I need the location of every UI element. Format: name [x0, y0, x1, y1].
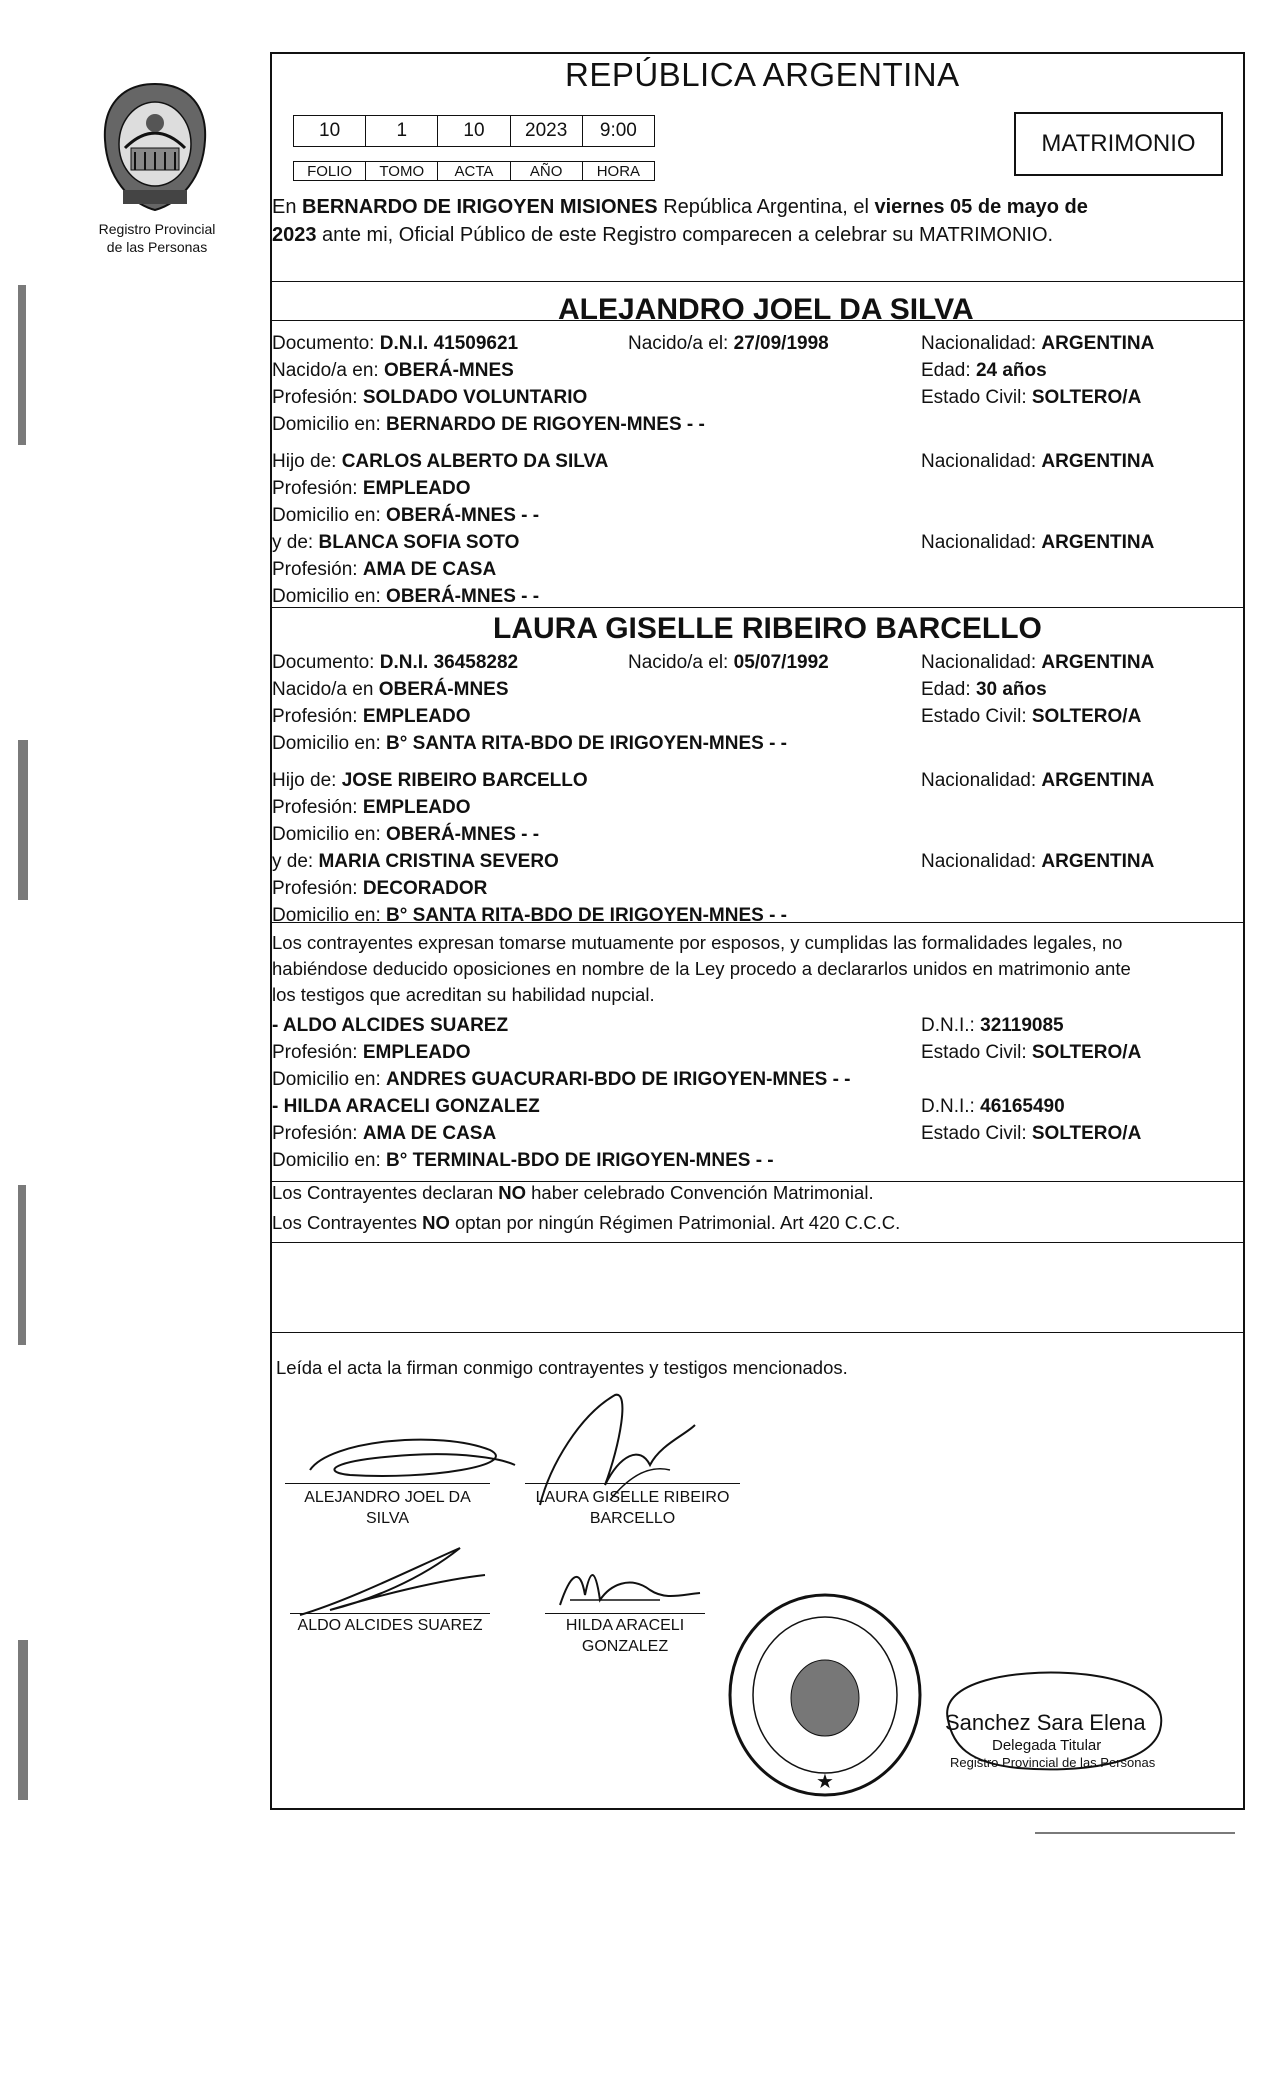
- label: D.N.I.:: [921, 1096, 981, 1117]
- value: SOLTERO/A: [1031, 706, 1142, 727]
- intro-line-2: [272, 224, 1053, 246]
- value: 46165490: [980, 1096, 1065, 1117]
- value: OBERÁ-MNES - -: [386, 824, 540, 845]
- label: Profesión:: [272, 478, 363, 499]
- groom-mother-nationality: [921, 532, 1154, 554]
- declaration-line-2: habiéndose deducido oposiciones en nombre de la Ley procedo a declararlos unidos en matrimonio ante: [272, 958, 1131, 979]
- value: SOLTERO/A: [1031, 387, 1142, 408]
- label: Estado Civil:: [921, 706, 1032, 727]
- groom-address: [272, 414, 705, 436]
- witness-2-dni: [921, 1096, 1065, 1118]
- record-labels-table: [293, 161, 655, 181]
- value: DECORADOR: [362, 878, 488, 899]
- value: OBERÁ-MNES: [383, 360, 514, 381]
- bride-age: [921, 679, 1047, 701]
- value: ARGENTINA: [1041, 532, 1155, 553]
- bride-father-nationality: [921, 770, 1154, 792]
- label: y de:: [272, 532, 319, 553]
- label: Profesión:: [272, 1042, 363, 1063]
- value: OBERÁ-MNES: [378, 679, 509, 700]
- label: Estado Civil:: [921, 1042, 1032, 1063]
- acta-value: 10: [438, 116, 510, 147]
- folio-value: 10: [294, 116, 366, 147]
- label: Domicilio en:: [272, 1069, 387, 1090]
- signature-groom: [290, 1420, 530, 1490]
- official-org: Registro Provincial de las Personas: [950, 1755, 1156, 1770]
- witness-2-civil-status: [921, 1123, 1141, 1145]
- signature-label-groom-2: SILVA: [366, 1510, 409, 1527]
- value: SOLTERO/A: [1031, 1042, 1142, 1063]
- official-name: Sanchez Sara Elena: [945, 1710, 1146, 1735]
- value: B° SANTA RITA-BDO DE IRIGOYEN-MNES - -: [386, 905, 788, 926]
- groom-age: [921, 360, 1047, 382]
- groom-father: [272, 451, 608, 473]
- value: ARGENTINA: [1041, 333, 1155, 354]
- groom-document: [272, 333, 518, 355]
- emphasis: NO: [498, 1182, 526, 1203]
- label: Profesión:: [272, 1123, 363, 1144]
- witness-1-dni: [921, 1015, 1064, 1037]
- value: CARLOS ALBERTO DA SILVA: [341, 451, 609, 472]
- value: ARGENTINA: [1041, 851, 1155, 872]
- label: Documento:: [272, 333, 380, 354]
- signature-label-bride-2: BARCELLO: [589, 1510, 676, 1527]
- hora-label: HORA: [582, 162, 654, 181]
- logo-caption-1: Registro Provincial: [98, 221, 216, 237]
- value: AMA DE CASA: [362, 559, 497, 580]
- label: Edad:: [921, 679, 976, 700]
- value: SOLTERO/A: [1031, 1123, 1142, 1144]
- value: 27/09/1998: [733, 333, 829, 354]
- document-type-box: MATRIMONIO: [1014, 112, 1223, 176]
- witness-2-name: - HILDA ARACELI GONZALEZ: [272, 1096, 540, 1117]
- intro-date: viernes 05 de mayo de: [874, 196, 1088, 218]
- label: Nacido/a en:: [272, 360, 384, 381]
- value: BERNARDO DE RIGOYEN-MNES - -: [386, 414, 705, 435]
- value: 30 años: [975, 679, 1047, 700]
- label: Estado Civil:: [921, 387, 1032, 408]
- groom-born-in: [272, 360, 514, 382]
- signature-label-witness-2-1: HILDA ARACELI: [565, 1617, 685, 1634]
- value: ARGENTINA: [1041, 770, 1155, 791]
- label: Nacionalidad:: [921, 770, 1042, 791]
- value: B° TERMINAL-BDO DE IRIGOYEN-MNES - -: [386, 1150, 774, 1171]
- signature-line-groom: [285, 1483, 490, 1484]
- bride-address: [272, 733, 787, 755]
- bride-nationality: [921, 652, 1154, 674]
- intro-line-1: [272, 196, 1088, 218]
- label: Nacido/a el:: [628, 333, 734, 354]
- folio-label: FOLIO: [294, 162, 366, 181]
- groom-mother-address: [272, 586, 539, 608]
- bride-mother-nationality: [921, 851, 1154, 873]
- anio-label: AÑO: [510, 162, 582, 181]
- value: 24 años: [975, 360, 1047, 381]
- bride-mother: [272, 851, 559, 873]
- anio-value: 2023: [510, 116, 582, 147]
- text: Los Contrayentes: [272, 1212, 423, 1233]
- value: AMA DE CASA: [362, 1123, 497, 1144]
- signature-label-groom-1: ALEJANDRO JOEL DA: [304, 1489, 471, 1506]
- text: Los Contrayentes declaran: [272, 1182, 499, 1203]
- official-role: Delegada Titular: [992, 1737, 1102, 1754]
- bride-father: [272, 770, 588, 792]
- label: Nacionalidad:: [921, 652, 1042, 673]
- groom-mother: [272, 532, 519, 554]
- text: optan por ningún Régimen Patrimonial. Art 420 C.C.C.: [449, 1212, 901, 1233]
- label: Profesión:: [272, 387, 363, 408]
- scan-mark: [18, 740, 28, 900]
- intro-text: En: [272, 196, 303, 218]
- label: Estado Civil:: [921, 1123, 1032, 1144]
- label: Profesión:: [272, 878, 363, 899]
- declaration-line-3: los testigos que acreditan su habilidad nupcial.: [272, 984, 655, 1005]
- bride-born-on: [628, 652, 829, 674]
- signature-label-witness-1: ALDO ALCIDES SUAREZ: [297, 1617, 483, 1634]
- official-seal: [725, 1590, 925, 1800]
- label: Hijo de:: [272, 451, 342, 472]
- value: EMPLEADO: [362, 706, 471, 727]
- label: Nacionalidad:: [921, 851, 1042, 872]
- declaration-line-1: Los contrayentes expresan tomarse mutuamente por esposos, y cumplidas las formalidades legales, no: [272, 932, 1123, 953]
- label: Nacionalidad:: [921, 451, 1042, 472]
- value: SOLDADO VOLUNTARIO: [362, 387, 588, 408]
- label: Nacido/a el:: [628, 652, 734, 673]
- label: Nacionalidad:: [921, 532, 1042, 553]
- label: Domicilio en:: [272, 1150, 387, 1171]
- groom-civil-status: [921, 387, 1141, 409]
- signature-witness-1: [290, 1540, 490, 1620]
- convention-line-1: [272, 1182, 874, 1204]
- intro-year: 2023: [272, 224, 317, 246]
- label: Domicilio en:: [272, 586, 387, 607]
- signature-line-witness-1: [290, 1613, 490, 1614]
- value: MARIA CRISTINA SEVERO: [318, 851, 559, 872]
- bride-father-address: [272, 824, 539, 846]
- scan-mark: [1035, 1832, 1235, 1834]
- label: Domicilio en:: [272, 824, 387, 845]
- witness-2-address: [272, 1150, 774, 1172]
- text: haber celebrado Convención Matrimonial.: [526, 1182, 874, 1203]
- value: 05/07/1992: [733, 652, 829, 673]
- intro-place: BERNARDO DE IRIGOYEN MISIONES: [302, 196, 658, 218]
- tomo-label: TOMO: [366, 162, 438, 181]
- value: OBERÁ-MNES - -: [386, 505, 540, 526]
- groom-mother-profession: [272, 559, 496, 581]
- bride-mother-profession: [272, 878, 487, 900]
- groom-name: ALEJANDRO JOEL DA SILVA: [558, 293, 974, 326]
- closing-statement: Leída el acta la firman conmigo contrayentes y testigos mencionados.: [276, 1357, 848, 1378]
- hora-value: 9:00: [582, 116, 654, 147]
- value: EMPLEADO: [362, 797, 471, 818]
- value: EMPLEADO: [362, 1042, 471, 1063]
- scan-mark: [18, 285, 26, 445]
- bride-name: LAURA GISELLE RIBEIRO BARCELLO: [493, 612, 1042, 645]
- emphasis: NO: [422, 1212, 450, 1233]
- bride-civil-status: [921, 706, 1141, 728]
- label: Profesión:: [272, 559, 363, 580]
- label: y de:: [272, 851, 319, 872]
- value: ARGENTINA: [1041, 451, 1155, 472]
- value: EMPLEADO: [362, 478, 471, 499]
- label: Nacionalidad:: [921, 333, 1042, 354]
- bride-profession: [272, 706, 471, 728]
- label: Domicilio en:: [272, 905, 387, 926]
- intro-text: ante mi, Oficial Público de este Registro comparecen a celebrar su MATRIMONIO.: [316, 224, 1054, 246]
- label: Documento:: [272, 652, 380, 673]
- value: JOSE RIBEIRO BARCELLO: [341, 770, 588, 791]
- tomo-value: 1: [366, 116, 438, 147]
- groom-father-nationality: [921, 451, 1154, 473]
- value: OBERÁ-MNES - -: [386, 586, 540, 607]
- svg-text:★: ★: [816, 1769, 834, 1793]
- value: D.N.I. 36458282: [379, 652, 519, 673]
- scan-mark: [18, 1640, 28, 1800]
- label: Nacido/a en: [272, 679, 379, 700]
- value: ARGENTINA: [1041, 652, 1155, 673]
- groom-nationality: [921, 333, 1154, 355]
- witness-1-profession: [272, 1042, 471, 1064]
- witness-1-address: [272, 1069, 851, 1091]
- bride-father-profession: [272, 797, 471, 819]
- label: Domicilio en:: [272, 505, 387, 526]
- bride-mother-address: [272, 905, 787, 927]
- bride-document: [272, 652, 518, 674]
- province-logo: [95, 78, 215, 213]
- value: BLANCA SOFIA SOTO: [318, 532, 520, 553]
- value: B° SANTA RITA-BDO DE IRIGOYEN-MNES - -: [386, 733, 788, 754]
- groom-born-on: [628, 333, 829, 355]
- bride-born-in: [272, 679, 509, 701]
- witness-2-profession: [272, 1123, 496, 1145]
- witness-1-civil-status: [921, 1042, 1141, 1064]
- signature-label-bride-1: LAURA GISELLE RIBEIRO: [535, 1489, 730, 1506]
- label: Profesión:: [272, 706, 363, 727]
- signature-label-witness-2-2: GONZALEZ: [581, 1638, 669, 1655]
- acta-label: ACTA: [438, 162, 510, 181]
- groom-father-address: [272, 505, 539, 527]
- witness-1-name: - ALDO ALCIDES SUAREZ: [272, 1015, 509, 1036]
- record-values-table: [293, 115, 655, 147]
- label: Profesión:: [272, 797, 363, 818]
- intro-text: República Argentina, el: [657, 196, 875, 218]
- label: Domicilio en:: [272, 414, 387, 435]
- label: Edad:: [921, 360, 976, 381]
- value: 32119085: [980, 1015, 1064, 1036]
- value: D.N.I. 41509621: [379, 333, 519, 354]
- signature-line-witness-2: [545, 1613, 705, 1614]
- country-title: REPÚBLICA ARGENTINA: [565, 56, 960, 93]
- convention-line-2: [272, 1212, 900, 1234]
- label: Domicilio en:: [272, 733, 387, 754]
- value: ANDRES GUACURARI-BDO DE IRIGOYEN-MNES - -: [386, 1069, 851, 1090]
- groom-profession: [272, 387, 587, 409]
- label: D.N.I.:: [921, 1015, 981, 1036]
- signature-line-bride: [525, 1483, 740, 1484]
- groom-father-profession: [272, 478, 471, 500]
- label: Hijo de:: [272, 770, 342, 791]
- scan-mark: [18, 1185, 26, 1345]
- logo-caption-2: de las Personas: [106, 239, 208, 255]
